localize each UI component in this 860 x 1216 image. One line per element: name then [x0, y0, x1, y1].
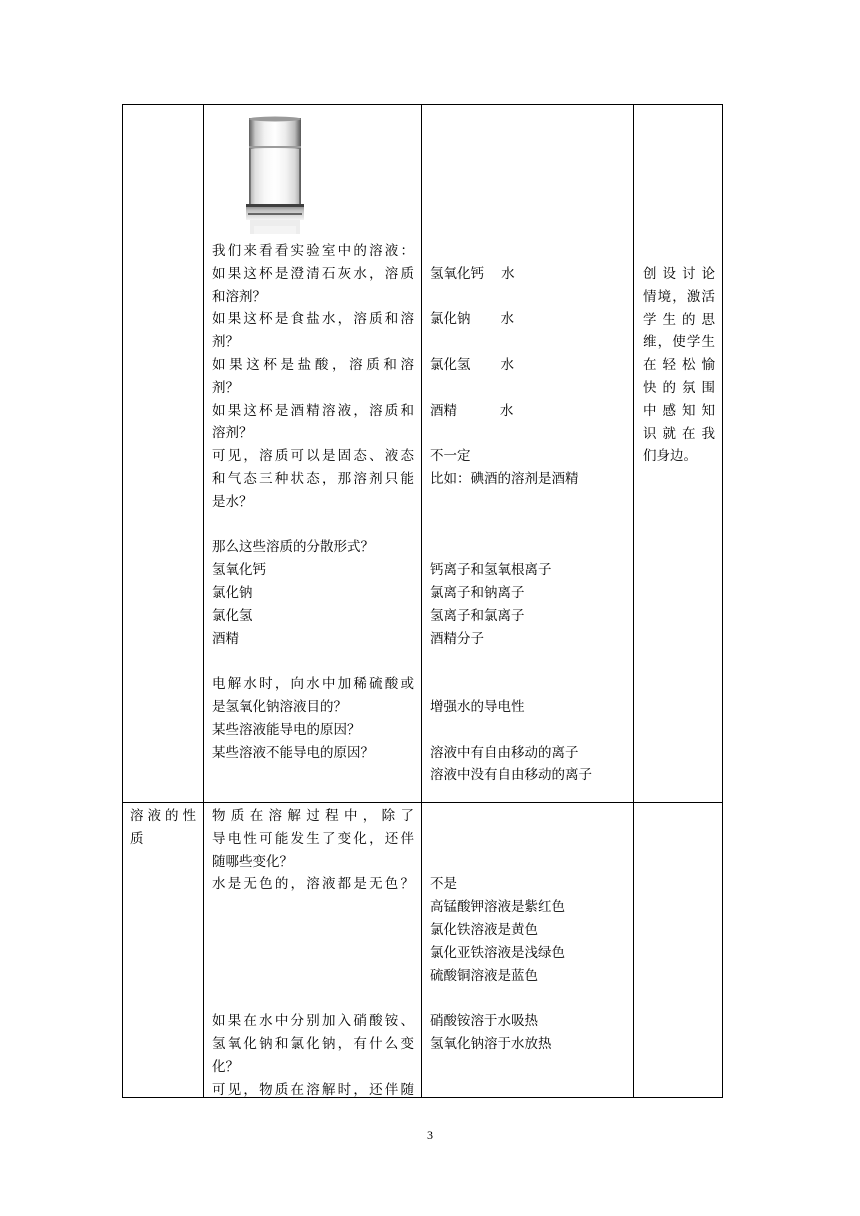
text-line: 如果这杯是澄清石灰水，溶质	[212, 265, 414, 282]
text-line	[430, 805, 630, 828]
text-line: 氯化氢	[212, 607, 253, 624]
text-line: 中感知知	[643, 402, 715, 419]
text-line	[430, 673, 630, 696]
text-line	[430, 331, 630, 354]
col-divider-1	[203, 104, 204, 1098]
text-line: 可见，溶质可以是固态、液态	[212, 448, 414, 465]
questions-text-block-2	[212, 805, 414, 1101]
text-line: 硫酸铜溶液是蓝色	[430, 967, 538, 984]
text-line	[212, 896, 414, 919]
text-line	[430, 987, 630, 1010]
text-line	[212, 919, 414, 942]
text-line: 如果这杯是食盐水，溶质和溶	[212, 311, 414, 328]
text-line: 高锰酸钾溶液是紫红色	[430, 899, 565, 916]
text-line: 酒精 水	[430, 402, 514, 419]
text-line: 钙离子和氢氧根离子	[430, 562, 552, 579]
text-line	[212, 987, 414, 1010]
text-line: 和气态三种状态，那溶剂只能	[212, 470, 414, 487]
text-line: 可见，物质在溶解时，还伴随	[212, 1081, 414, 1098]
text-line: 识就在我	[643, 425, 715, 442]
text-line	[430, 422, 630, 445]
text-line: 如果在水中分别加入硝酸铵、	[212, 1013, 414, 1030]
text-line: 溶液中没有自由移动的离子	[430, 767, 592, 784]
section-heading-solution-properties	[130, 805, 196, 851]
text-line	[430, 514, 630, 537]
text-line: 那么这些溶质的分散形式？	[212, 539, 374, 556]
text-line: 氯化氢 水	[430, 356, 515, 373]
table-border-right	[722, 104, 723, 1098]
text-line: 酒精	[212, 630, 239, 647]
text-line: 我们来看看实验室中的溶液：	[212, 243, 414, 259]
col-divider-0	[122, 104, 123, 1098]
text-line: 氢氧化钙 水	[430, 265, 515, 282]
text-line	[212, 965, 414, 988]
text-line: 是氢氧化钠溶液目的？	[212, 698, 347, 715]
text-line: 在轻松愉	[643, 357, 715, 374]
text-line: 溶剂？	[212, 425, 253, 442]
text-line: 剂？	[212, 334, 239, 351]
text-line	[430, 719, 630, 742]
lesson-table	[122, 104, 723, 1098]
text-line: 导电性可能发生了变化，还伴	[212, 830, 414, 847]
text-line: 溶液的性	[130, 808, 196, 824]
text-line: 氯化亚铁溶液是浅绿色	[430, 944, 565, 961]
text-line: 们身边。	[643, 448, 697, 465]
text-line: 不是	[430, 876, 457, 893]
text-line: 氢氧化钙	[212, 562, 266, 579]
text-line: 氯化钠	[212, 584, 253, 601]
text-line: 溶液中有自由移动的离子	[430, 744, 579, 761]
text-line	[430, 851, 630, 874]
questions-text-block-1	[212, 240, 414, 764]
text-line	[430, 240, 630, 263]
text-line: 氯化钠 水	[430, 311, 515, 328]
text-line: 情境，激活	[643, 288, 715, 305]
text-line	[430, 536, 630, 559]
text-line: 氢氧化钠溶于水放热	[430, 1035, 552, 1052]
answers-text-block-2	[430, 805, 630, 1056]
page-number: 3	[427, 1128, 433, 1142]
text-line: 如果这杯是盐酸，溶质和溶	[212, 356, 414, 373]
text-line: 剂？	[212, 379, 239, 396]
col-divider-3	[633, 104, 634, 1098]
text-line: 如果这杯是酒精溶液，溶质和	[212, 402, 414, 419]
answers-text-block-1	[430, 240, 630, 787]
text-line: 氯化铁溶液是黄色	[430, 921, 538, 938]
text-line	[430, 828, 630, 851]
text-line: 氯离子和钠离子	[430, 584, 525, 601]
water-glass-image	[242, 116, 308, 238]
text-line	[430, 650, 630, 673]
text-line: 快的氛围	[643, 379, 715, 396]
text-line	[212, 514, 414, 537]
text-line: 化？	[212, 1058, 239, 1075]
text-line: 物质在溶解过程中，除了	[212, 808, 414, 824]
text-line: 随哪些变化？	[212, 853, 293, 870]
text-line: 水是无色的，溶液都是无色？	[212, 876, 414, 893]
text-line: 酒精分子	[430, 630, 484, 647]
text-line	[212, 650, 414, 673]
text-line: 比如：碘酒的溶剂是酒精	[430, 470, 579, 487]
text-line: 和溶剂？	[212, 288, 266, 305]
text-line: 氢氧化钠和氯化钠，有什么变	[212, 1035, 414, 1052]
text-line: 某些溶液能导电的原因？	[212, 721, 361, 738]
text-line	[212, 942, 414, 965]
text-line: 质	[130, 830, 144, 847]
text-line: 创设讨论	[643, 266, 715, 282]
text-line: 学生的思	[643, 311, 715, 328]
text-line: 氢离子和氯离子	[430, 607, 525, 624]
text-line: 维，使学生	[643, 334, 715, 351]
text-line: 电解水时，向水中加稀硫酸或	[212, 676, 414, 693]
text-line: 增强水的导电性	[430, 698, 525, 715]
text-line: 硝酸铵溶于水吸热	[430, 1013, 538, 1030]
design-intent-text	[643, 263, 715, 468]
text-line: 不一定	[430, 448, 471, 465]
text-line	[430, 286, 630, 309]
text-line: 是水？	[212, 493, 253, 510]
text-line	[430, 491, 630, 514]
col-divider-2	[421, 104, 422, 1098]
text-line	[430, 377, 630, 400]
text-line: 某些溶液不能导电的原因？	[212, 744, 374, 761]
